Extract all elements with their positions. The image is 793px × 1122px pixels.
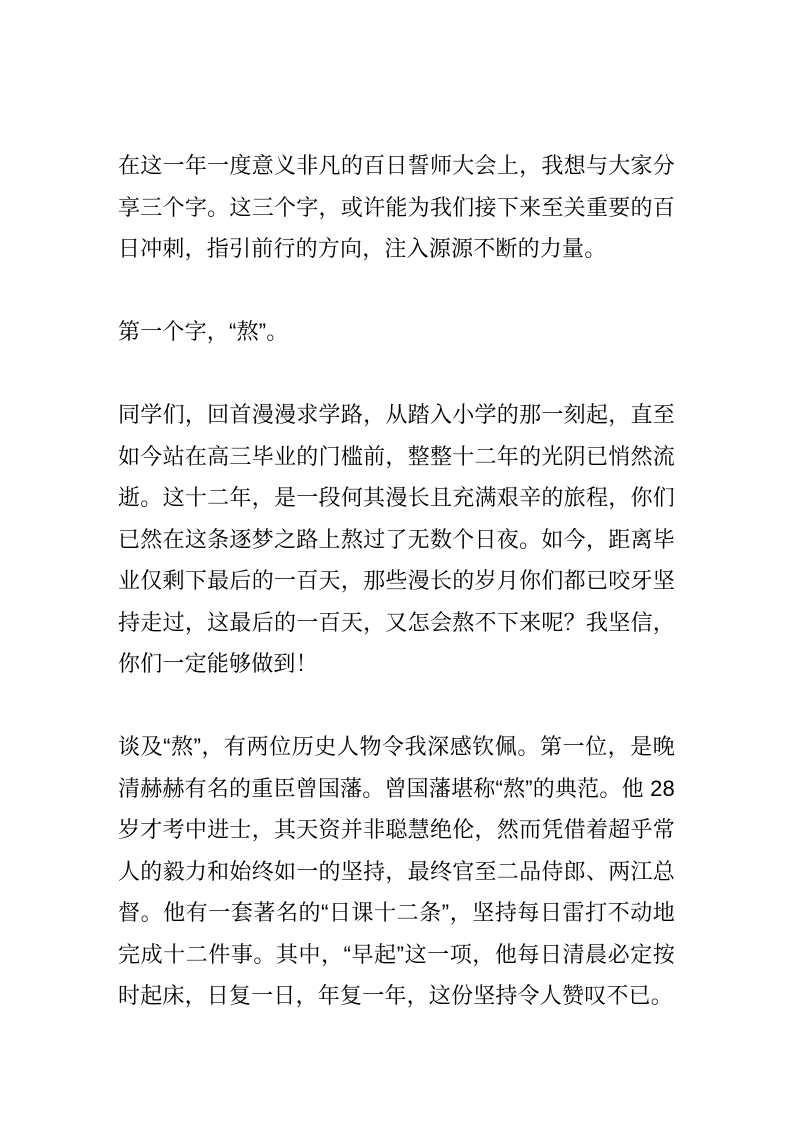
paragraph-students: 同学们，回首漫漫求学路，从踏入小学的那一刻起，直至如今站在高三毕业的门槛前，整整十二年的光阴已悄然流逝。这十二年，是一段何其漫长且充满艰辛的旅程，你们已然在这条逐梦之路上熬过了无数个日夜。如今，距离毕业仅剩下最后的一百天，那些漫长的岁月你们都已咬牙坚持走过，这最后的一百天，又怎会熬不下来呢？我坚信，你们一定能够做到！	[118, 402, 675, 676]
paragraph-history-figures: 谈及“熬”，有两位历史人物令我深感钦佩。第一位，是晚清赫赫有名的重臣曾国藩。曾国藩堪称“熬”的典范。他 28 岁才考中进士，其天资并非聪慧绝伦，然而凭借着超乎常人的毅力和始终如一的坚持，最终官至二品侍郎、两江总督。他有一套著名的“日课十二条”，坚持每日雷打不动地完成十二件事。其中，“早起”这一项，他每日清晨必定按时起床，日复一日，年复一年，这份坚持令人赞叹不已。	[118, 734, 675, 1008]
paragraph-first-word: 第一个字，“熬”。	[118, 319, 289, 344]
paragraph-intro: 在这一年一度意义非凡的百日誓师大会上，我想与大家分享三个字。这三个字，或许能为我们接下来至关重要的百日冲刺，指引前行的方向，注入源源不断的力量。	[118, 153, 675, 261]
